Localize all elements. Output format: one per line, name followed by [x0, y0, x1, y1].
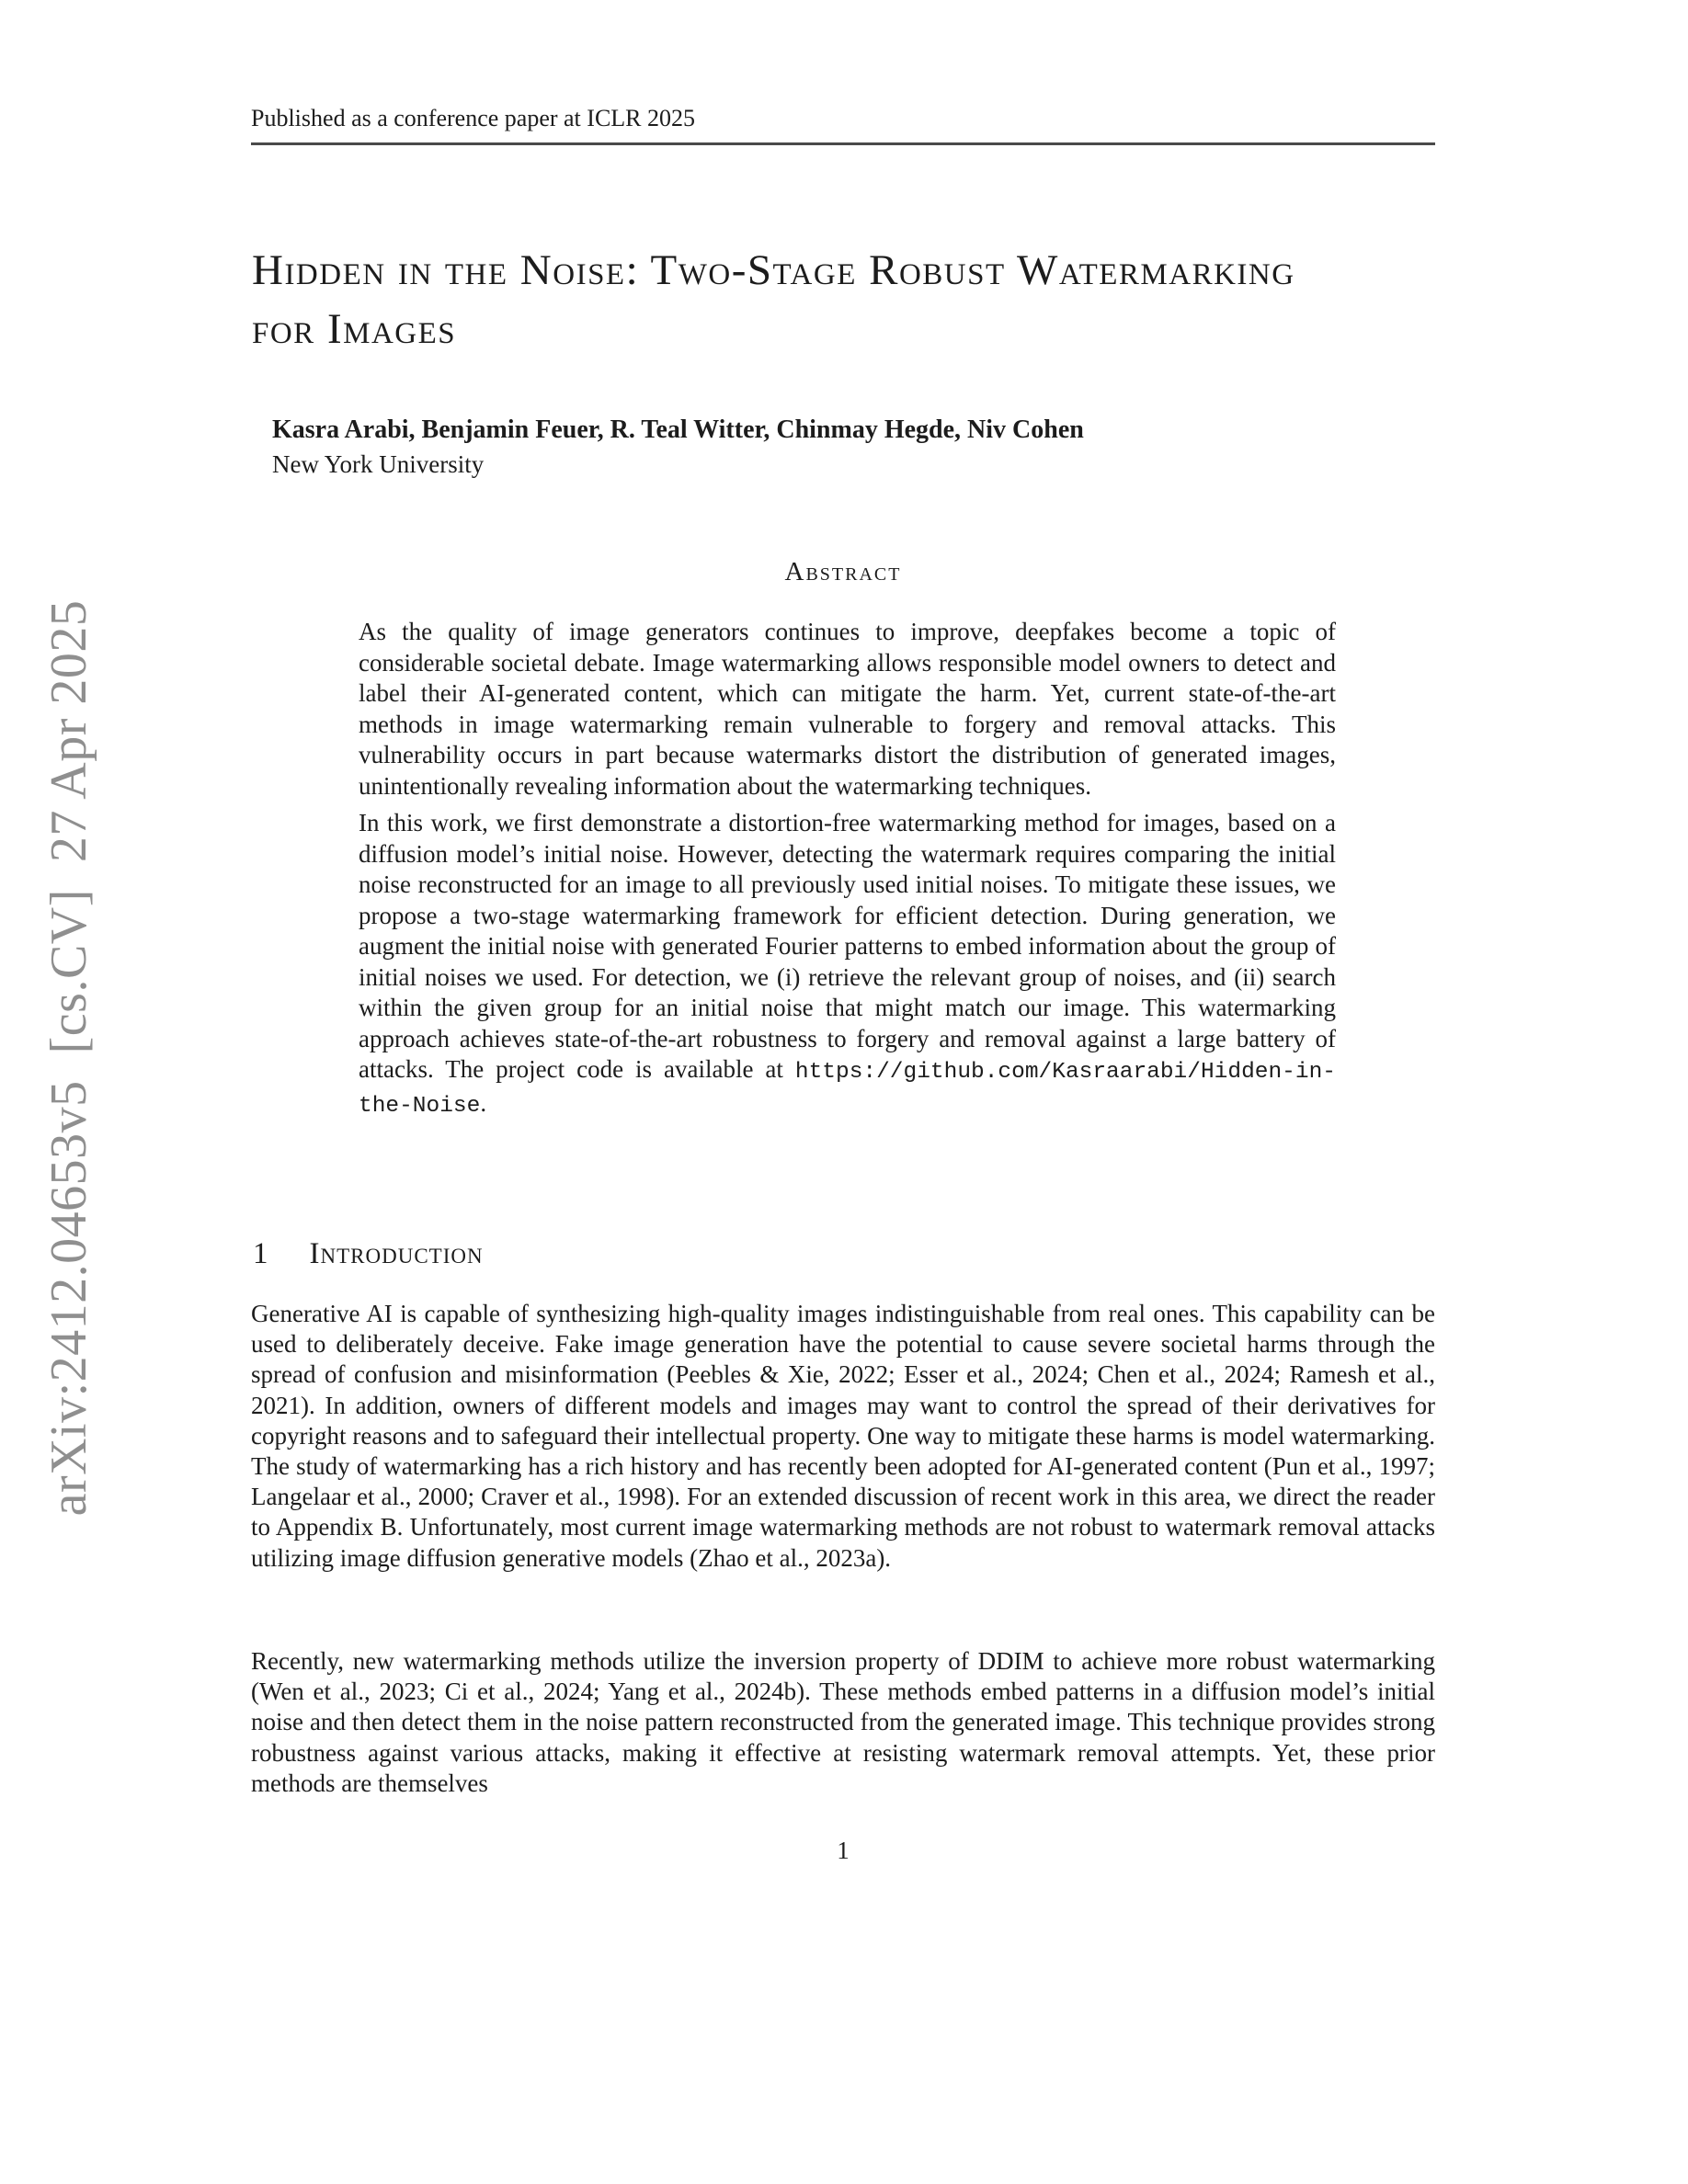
abstract-heading: Abstract: [784, 557, 902, 586]
running-header-text: Published as a conference paper at ICLR 2025: [251, 105, 696, 131]
page-footer: [251, 1837, 1435, 1865]
running-header: [251, 105, 1435, 145]
abstract-paragraph-2-period: .: [480, 1088, 487, 1117]
affiliation: New York University: [272, 450, 485, 478]
page-number: 1: [837, 1837, 850, 1864]
section-1-title: Introduction: [309, 1237, 484, 1270]
introduction-paragraph-2: Recently, new watermarking methods utilize the inversion property of DDIM to achieve more robust watermarking (Wen et al., 2023; Ci et al., 2024; Yang et al., 2024b). These methods embed patterns in a diffusion model’s initial noise and then detect them in the noise pattern reconstructed from the generated image. This technique provides strong robustness against various attacks, making it effective at resisting watermark removal attempts. Yet, these prior methods are themselves: [251, 1647, 1435, 1797]
project-code-url[interactable]: https://github.com/Kasraarabi/Hidden-in-the-Noise: [359, 1060, 1336, 1119]
abstract-paragraph-1: As the quality of image generators continues to improve, deepfakes become a topic of considerable societal debate. Image watermarking allows responsible model owners to detect and label their AI-generated content, which can mitigate the harm. Yet, current state-of-the-art methods in image watermarking remain vulnerable to forgery and removal attacks. This vulnerability occurs in part because watermarks distort the distribution of generated images, unintentionally revealing information about the watermarking techniques.: [359, 618, 1336, 800]
introduction-paragraph-1: Generative AI is capable of synthesizing high-quality images indistinguishable from real ones. This capability can be used to deliberately deceive. Fake image generation have the potential to cause severe societal harms through the spread of confusion and misinformation (Peebles & Xie, 2022; Esser et al., 2024; Chen et al., 2024; Ramesh et al., 2021). In addition, owners of different models and images may want to control the spread of their derivatives for copyright reasons and to safeguard their intellectual property. One way to mitigate these harms is model watermarking. The study of watermarking has a rich history and has recently been adopted for AI-generated content (Pun et al., 1997; Langelaar et al., 2000; Craver et al., 1998). For an extended discussion of recent work in this area, we direct the reader to Appendix B. Unfortunately, most current image watermarking methods are not robust to watermark removal attacks utilizing image diffusion generative models (Zhao et al., 2023a).: [251, 1300, 1435, 1572]
abstract-paragraph-2: [359, 808, 1336, 1121]
arxiv-watermark: arXiv:2412.04653v5 [cs.CV] 27 Apr 2025: [40, 599, 97, 1517]
paper-title: Hidden in the Noise: Two-Stage Robust Watermarking for Images: [252, 246, 1295, 353]
author-list: Kasra Arabi, Benjamin Feuer, R. Teal Witter, Chinmay Hegde, Niv Cohen: [272, 415, 1084, 444]
section-1-number: 1: [253, 1237, 269, 1270]
abstract-body: [359, 617, 1336, 1121]
abstract-paragraph-2-text: In this work, we first demonstrate a distortion-free watermarking method for images, based on a diffusion model’s initial noise. However, detecting the watermark requires comparing the initial noise reconstructed for an image to all previously used initial noises. To mitigate these issues, we propose a two-stage watermarking framework for efficient detection. During generation, we augment the initial noise with generated Fourier patterns to embed information about the group of initial noises we used. For detection, we (i) retrieve the relevant group of noises, and (ii) search within the given group for an initial noise that might match our image. This watermarking approach achieves state-of-the-art robustness to forgery and removal against a large battery of attacks. The project code is available at: [359, 809, 1336, 1083]
section-1-heading: [253, 1237, 1437, 1271]
